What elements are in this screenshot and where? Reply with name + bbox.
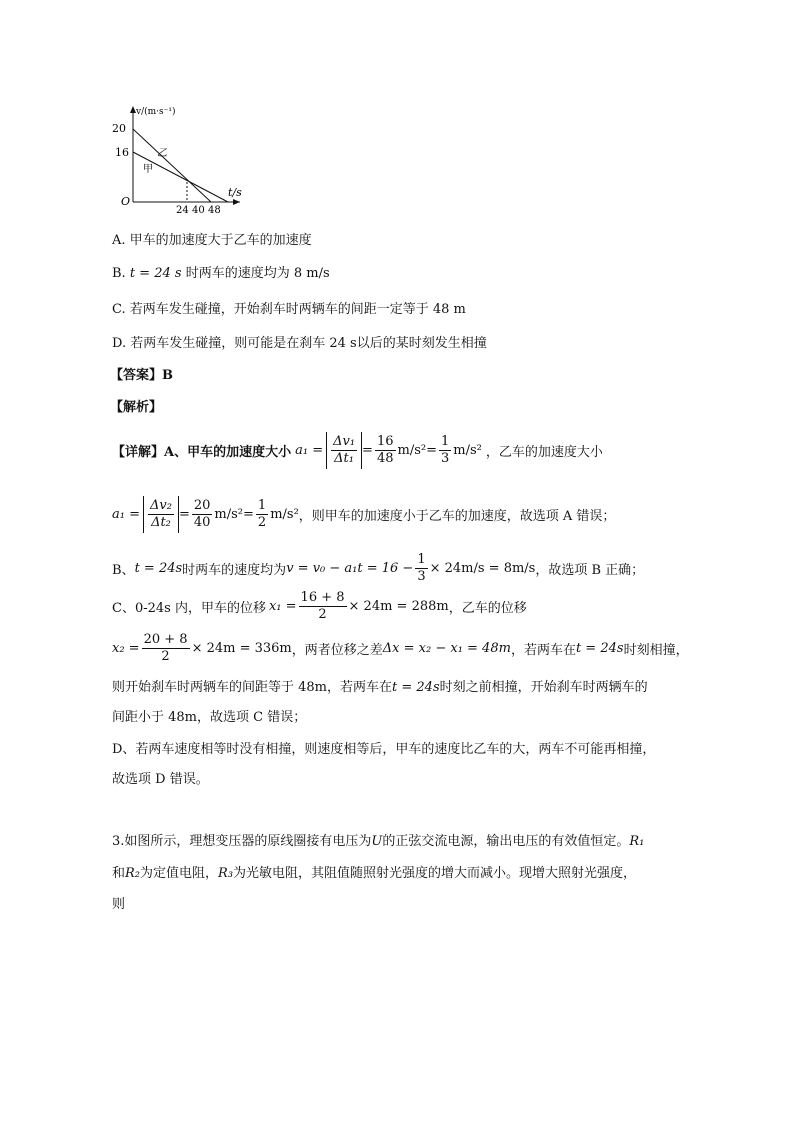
- vt-graph: [112, 104, 252, 214]
- x-tick-40: 40: [192, 205, 205, 214]
- detail-c-hit: 时刻相撞，: [623, 642, 689, 658]
- frac-16-plus-8: 16 + 8: [300, 589, 345, 605]
- unit-ms2: m/s²: [453, 442, 482, 458]
- q3-line1b: 的正弦交流电源，输出电压的有效值恒定。: [382, 834, 630, 849]
- label-jia: 甲: [143, 164, 153, 175]
- detail-a-line1: [112, 426, 603, 474]
- frac-2: 2: [318, 606, 327, 622]
- detail-c-if: ，若两车在: [510, 642, 576, 658]
- frac-2: 2: [161, 648, 170, 664]
- label-yi: 乙: [157, 148, 167, 159]
- abs-dv1-dt1: [326, 432, 362, 469]
- unit-ms2: m/s²: [270, 506, 299, 522]
- frac-dv1: Δv₁: [333, 433, 356, 449]
- detail-c-diff: ，两者位移之差: [291, 642, 383, 658]
- option-b-prefix: B.: [112, 266, 126, 281]
- eq-sign: =: [243, 506, 254, 522]
- detail-a1-symbol: a₁ =: [295, 442, 324, 458]
- eq-sign: =: [178, 506, 190, 522]
- detail-b-end: ，故选项 B 正确；: [535, 562, 645, 578]
- option-b-time: t = 24 s: [129, 266, 182, 281]
- detail-c-mid: ，乙车的位移: [448, 600, 527, 616]
- frac-20: 20: [193, 497, 211, 513]
- x-tick-24: 24: [176, 205, 189, 214]
- eq-sign: =: [426, 442, 437, 458]
- detail-c-eq1: × 24m = 288m: [348, 598, 449, 614]
- option-b: [112, 262, 330, 281]
- detail-a-line2: [112, 490, 615, 538]
- detail-c-eq2: × 24m = 336m: [191, 640, 292, 656]
- detail-a-mid: ，乙车的加速度大小: [485, 444, 603, 460]
- unit-ms2: m/s²: [214, 506, 243, 522]
- q3-line1a: 3.如图所示，理想变压器的原线圈接有电压为: [112, 834, 372, 849]
- x-tick-48: 48: [208, 205, 221, 214]
- q3-r2: R₂: [125, 866, 141, 881]
- analysis-heading: 【解析】: [110, 400, 163, 415]
- detail-c-line3a: 则开始刹车时两辆车的间距等于 48m，若两车在: [112, 680, 393, 695]
- detail-b-mid: 时两车的速度均为: [182, 562, 287, 578]
- detail-x1-symbol: x₁ =: [268, 598, 297, 614]
- question3-line3: 则: [112, 897, 126, 912]
- detail-dx: Δx = x₂ − x₁ = 48m: [382, 640, 511, 656]
- x-axis-label: t/s: [228, 186, 242, 199]
- option-c: C. 若两车发生碰撞，开始刹车时两辆车的间距一定等于 48 m: [112, 302, 466, 317]
- detail-b-line: [112, 550, 644, 586]
- x-axis-arrow: [233, 199, 240, 205]
- detail-c-time1: t = 24s: [575, 640, 624, 656]
- detail-x2-symbol: x₂ =: [112, 640, 140, 656]
- abs-dv2-dt2: [143, 496, 179, 533]
- frac-1: 1: [257, 497, 267, 513]
- detail-b-time: t = 24s: [134, 560, 183, 576]
- frac-3: 3: [441, 450, 450, 466]
- question3-line1: [112, 830, 644, 849]
- detail-b-eq2: × 24m/s = 8m/s: [429, 560, 536, 576]
- option-a: A. 甲车的加速度大于乙车的加速度: [112, 233, 312, 248]
- detail-c-intro: C、0-24s 内，甲车的位移: [112, 600, 266, 616]
- answer: 【答案】B: [110, 368, 173, 383]
- q3-line2b: 为定值电阻，: [140, 866, 219, 881]
- detail-d-line2: 故选项 D 错误。: [112, 772, 209, 787]
- detail-a1b-symbol: a₁ =: [112, 506, 140, 522]
- detail-c-line3: [112, 676, 648, 695]
- frac-40: 40: [193, 514, 211, 530]
- origin-label: O: [121, 195, 131, 208]
- question3-line2: [112, 862, 636, 881]
- detail-c-line4: 间距小于 48m，故选项 C 错误；: [112, 710, 307, 725]
- detail-a-end: ，则甲车的加速度小于乙车的加速度，故选项 A 错误；: [298, 508, 616, 524]
- option-d: D. 若两车发生碰撞，则可能是在刹车 24 s以后的某时刻发生相撞: [112, 336, 487, 351]
- frac-48: 48: [376, 450, 394, 466]
- detail-a-intro: 【详解】A、甲车的加速度大小: [112, 444, 292, 460]
- q3-line2a: 和: [112, 866, 126, 881]
- frac-1: 1: [417, 551, 426, 567]
- frac-16: 16: [376, 433, 394, 449]
- frac-dt2: Δt₂: [151, 514, 171, 530]
- q3-r1: R₁: [629, 834, 645, 849]
- detail-b-intro: B、: [112, 562, 135, 578]
- frac-dv2: Δv₂: [150, 497, 172, 513]
- y-tick-20: 20: [112, 122, 126, 135]
- detail-c-line2: [112, 630, 689, 666]
- detail-c-line3b: 时刻之前相撞，开始刹车时两辆车的: [439, 680, 648, 695]
- frac-20-plus-8: 20 + 8: [143, 631, 188, 647]
- frac-dt1: Δt₁: [334, 450, 354, 466]
- detail-c-time2: t = 24s: [392, 680, 440, 695]
- frac-3: 3: [417, 568, 426, 584]
- q3-r3: R₃: [218, 866, 234, 881]
- detail-d-line1: D、若两车速度相等时没有相撞，则速度相等后，甲车的速度比乙车的大，两车不可能再相撞，: [112, 742, 656, 757]
- eq-sign: =: [362, 442, 373, 458]
- option-b-text: 时两车的速度均为 8 m/s: [185, 266, 330, 281]
- y-tick-16: 16: [115, 146, 129, 159]
- frac-2: 2: [257, 514, 267, 530]
- detail-b-eq1: v = v₀ − a₁t = 16 −: [286, 560, 414, 576]
- line-jia: [133, 152, 228, 202]
- q3-u: U: [371, 834, 383, 849]
- detail-c-line1: [112, 588, 527, 624]
- frac-1: 1: [441, 433, 450, 449]
- q3-line2c: 为光敏电阻，其阻值随照射光强度的增大而减小。现增大照射光强度，: [233, 866, 637, 881]
- y-axis-label: v/(m·s⁻¹): [136, 107, 176, 117]
- unit-ms2: m/s²: [397, 442, 427, 458]
